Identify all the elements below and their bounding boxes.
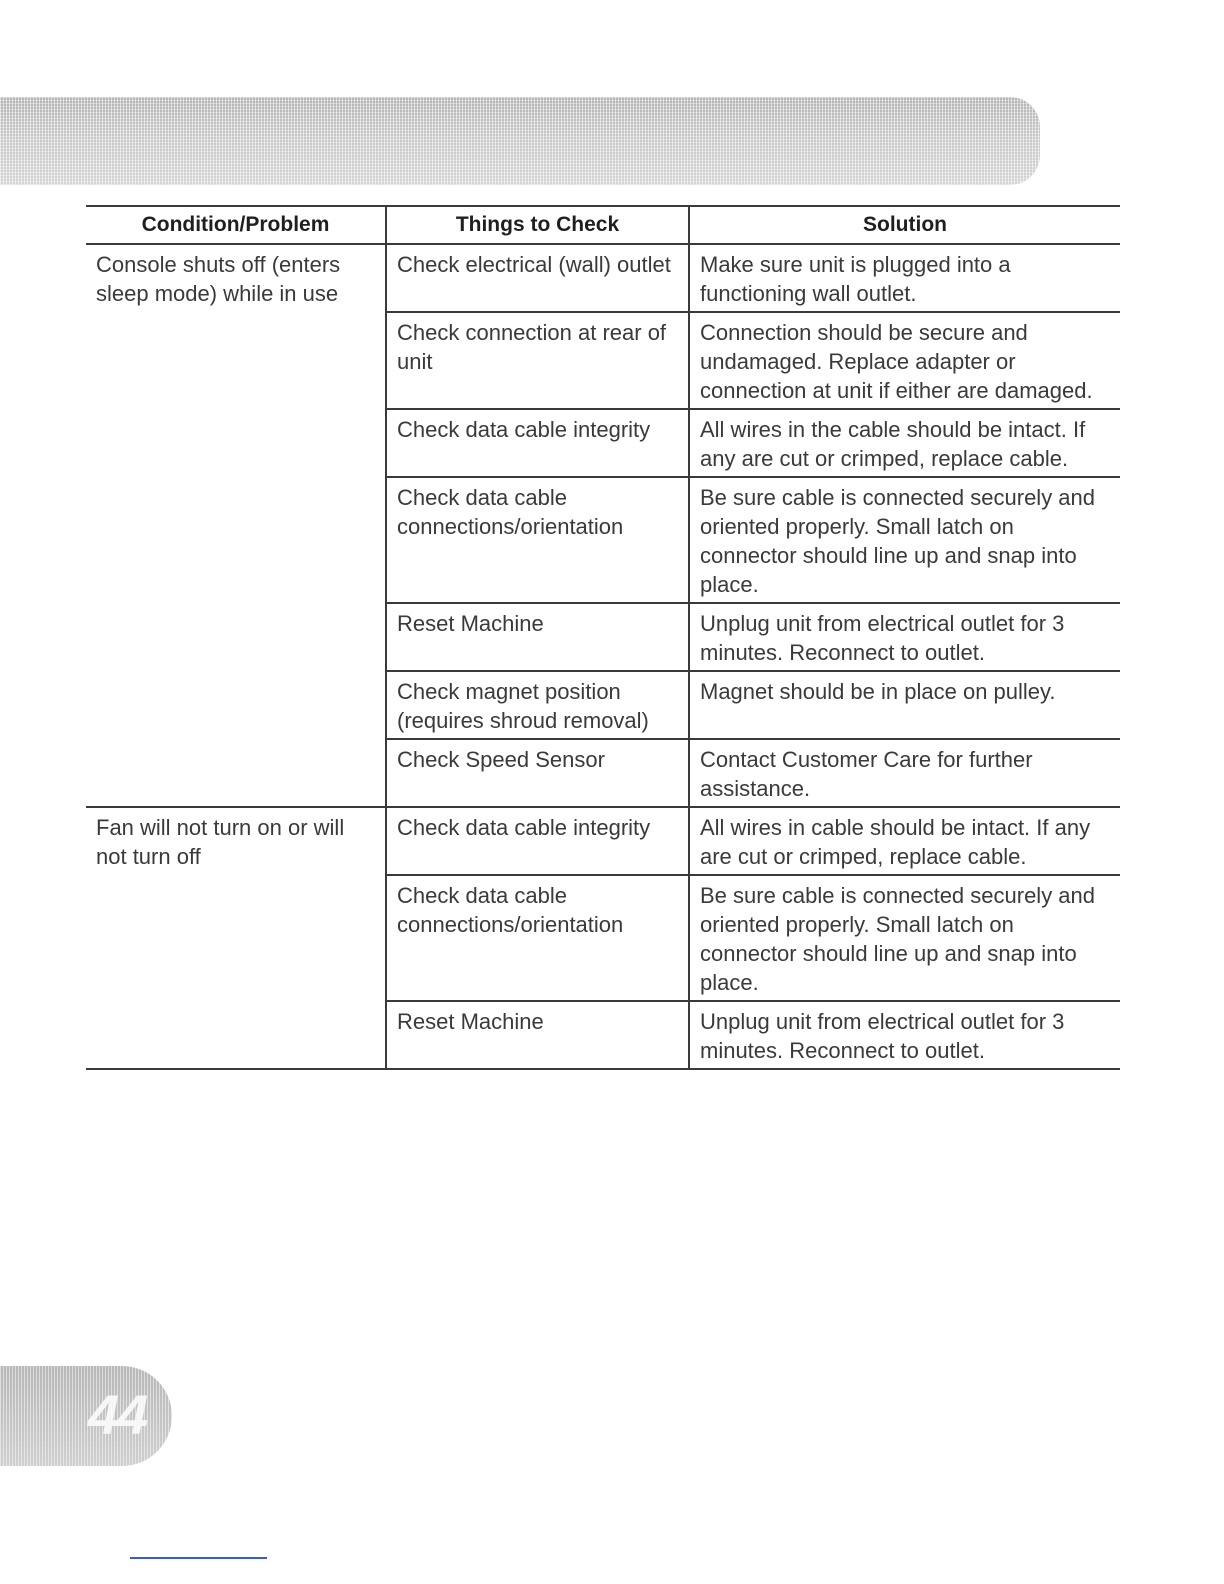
- condition-cell: Console shuts off (enters sleep mode) while in use: [86, 244, 386, 807]
- solution-cell: Be sure cable is connected securely and oriented properly. Small latch on connector should line up and snap into place.: [689, 875, 1120, 1001]
- check-cell: Check data cable connections/orientation: [386, 875, 689, 1001]
- header-band: [0, 97, 1040, 185]
- footer-rule: [130, 1557, 267, 1559]
- header-things-to-check: Things to Check: [386, 206, 689, 244]
- solution-cell: All wires in cable should be intact. If any are cut or crimped, replace cable.: [689, 807, 1120, 875]
- check-cell: Check data cable connections/orientation: [386, 477, 689, 603]
- check-cell: Check connection at rear of unit: [386, 312, 689, 409]
- page-number: 44: [88, 1383, 147, 1446]
- header-condition: Condition/Problem: [86, 206, 386, 244]
- solution-cell: Unplug unit from electrical outlet for 3 minutes. Reconnect to outlet.: [689, 603, 1120, 671]
- check-cell: Reset Machine: [386, 1001, 689, 1069]
- solution-cell: Make sure unit is plugged into a functioning wall outlet.: [689, 244, 1120, 312]
- table-header-row: [86, 206, 1120, 244]
- check-cell: Check magnet position (requires shroud removal): [386, 671, 689, 739]
- check-cell: Check data cable integrity: [386, 409, 689, 477]
- condition-cell: Fan will not turn on or will not turn off: [86, 807, 386, 1069]
- solution-cell: All wires in the cable should be intact. If any are cut or crimped, replace cable.: [689, 409, 1120, 477]
- troubleshooting-table: [86, 205, 1120, 1070]
- solution-cell: Unplug unit from electrical outlet for 3 minutes. Reconnect to outlet.: [689, 1001, 1120, 1069]
- check-cell: Check Speed Sensor: [386, 739, 689, 807]
- check-cell: Reset Machine: [386, 603, 689, 671]
- solution-cell: Connection should be secure and undamaged. Replace adapter or connection at unit if either are damaged.: [689, 312, 1120, 409]
- page-number-tab: [0, 1366, 172, 1466]
- solution-cell: Magnet should be in place on pulley.: [689, 671, 1120, 739]
- check-cell: Check data cable integrity: [386, 807, 689, 875]
- header-solution: Solution: [689, 206, 1120, 244]
- table-row: [86, 807, 1120, 875]
- solution-cell: Be sure cable is connected securely and oriented properly. Small latch on connector should line up and snap into place.: [689, 477, 1120, 603]
- table-row: [86, 244, 1120, 312]
- solution-cell: Contact Customer Care for further assistance.: [689, 739, 1120, 807]
- check-cell: Check electrical (wall) outlet: [386, 244, 689, 312]
